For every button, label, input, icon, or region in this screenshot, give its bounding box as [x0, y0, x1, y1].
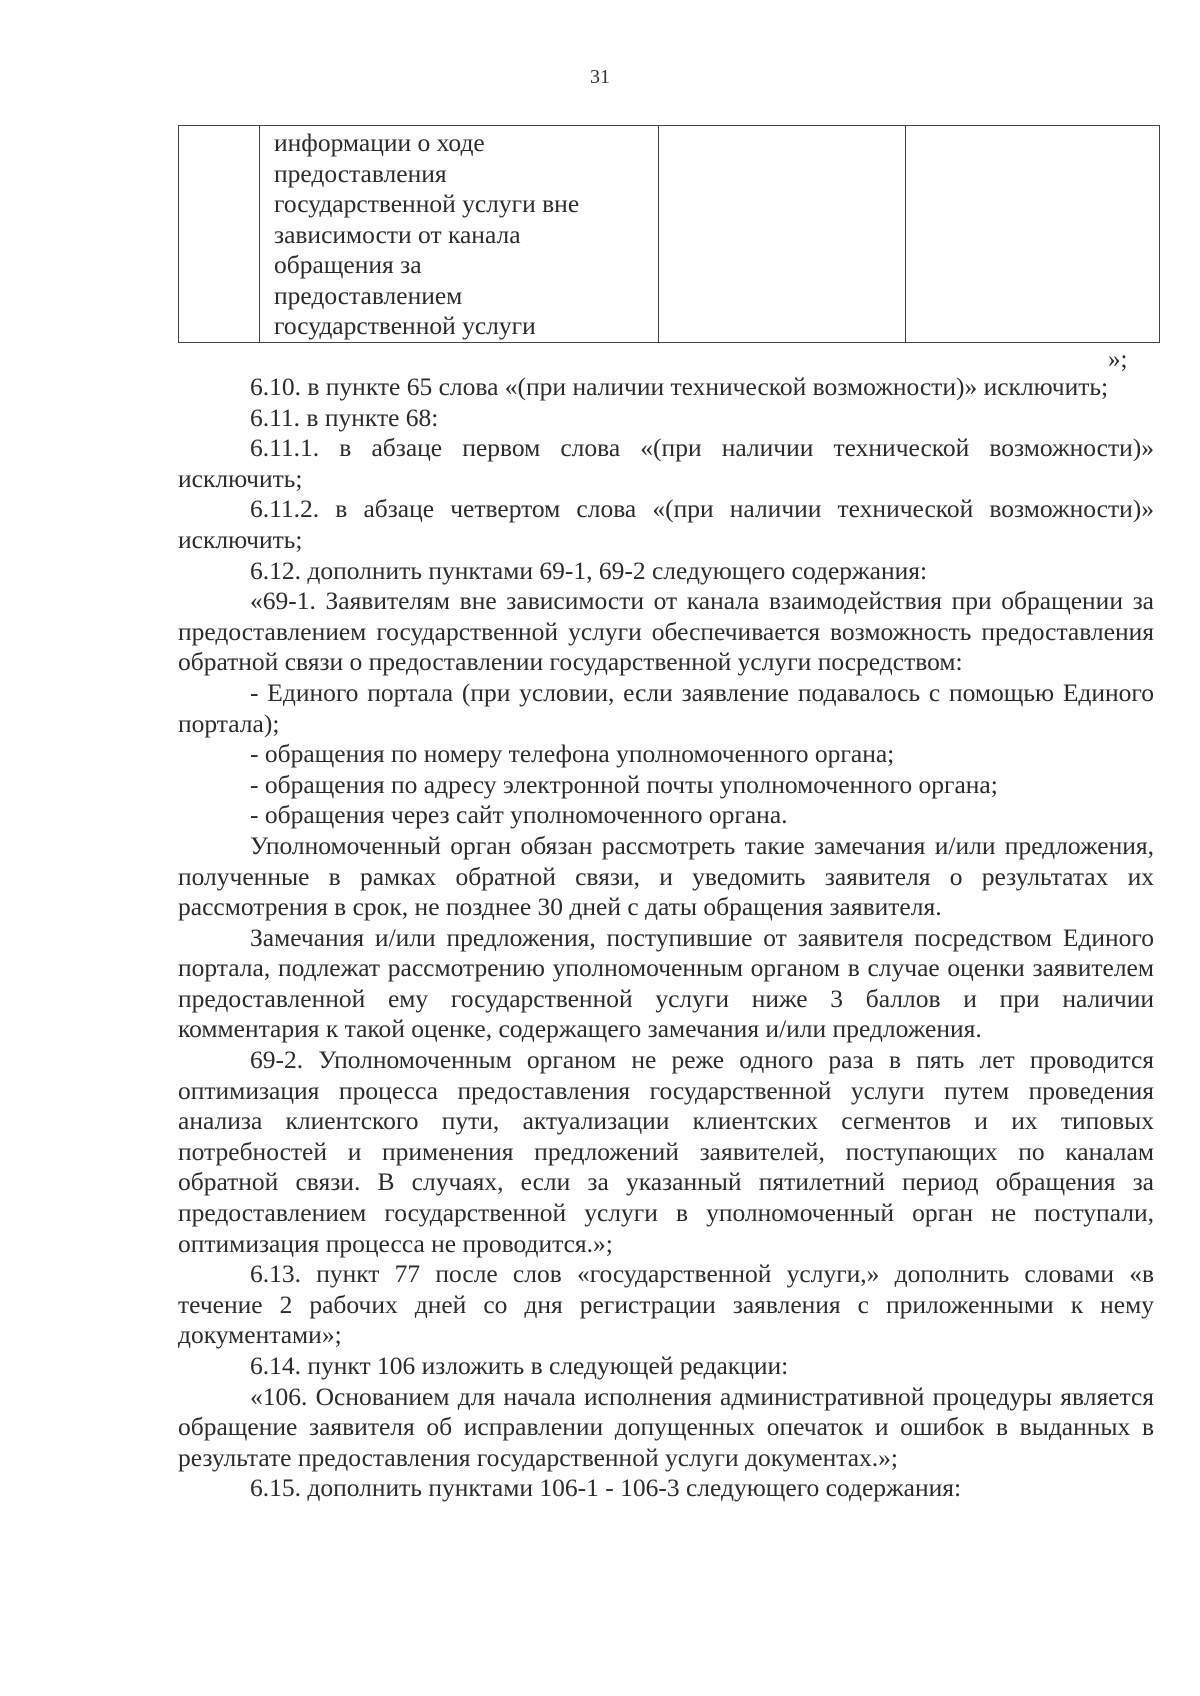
- paragraph-6-10: 6.10. в пункте 65 слова «(при наличии технической возможности)» исключить;: [250, 372, 1109, 401]
- table-cell-description: [260, 126, 659, 343]
- table-cell-line: информации о ходе: [274, 128, 485, 157]
- table-cell-line: зависимости от канала: [274, 219, 521, 249]
- table-fragment: [178, 125, 1160, 343]
- table-row: [179, 126, 1160, 343]
- paragraph-6-15: 6.15. дополнить пунктами 106-1 - 106-3 следующего содержания:: [250, 1473, 962, 1503]
- table-cell-empty: [659, 126, 906, 343]
- table-cell-text: [260, 126, 658, 342]
- table-cell-line: предоставлением: [274, 280, 463, 310]
- paragraph-6-13: 6.13. пункт 77 после слов «государственной услуги,» дополнить словами «в течение 2 рабочих дней со дня регистрации заявления с приложенными к нему документами»;: [178, 1259, 1154, 1350]
- table-cell-line: государственной услуги: [274, 311, 536, 340]
- paragraph-6-11: 6.11. в пункте 68:: [250, 402, 439, 432]
- table-cell-line: государственной услуги вне: [274, 189, 580, 218]
- list-item-portal: - Единого портала (при условии, если заявление подавалось с помощью Единого портала);: [178, 677, 1154, 738]
- paragraph-69-1: «69-1. Заявителям вне зависимости от канала взаимодействия при обращении за предоставлением государственной услуги обеспечивается возможность предоставления обратной связи о предоставлении государственной услуги посредством:: [178, 586, 1154, 677]
- page-number: 31: [590, 66, 610, 88]
- paragraph-6-11-2: 6.11.2. в абзаце четвертом слова «(при наличии технической возможности)» исключить;: [178, 494, 1154, 554]
- table-cell-line: предоставления: [274, 158, 447, 188]
- table-cell-empty: [906, 126, 1160, 343]
- closing-quote: »;: [1108, 346, 1128, 373]
- document-body: [178, 372, 1154, 1504]
- paragraph-106: «106. Основанием для начала исполнения административной процедуры является обращение заявителя об исправлении допущенных опечаток и ошибок в выданных в результате предоставления государственной услуги документах.»;: [178, 1381, 1154, 1472]
- list-item-email: - обращения по адресу электронной почты уполномоченного органа;: [250, 769, 998, 799]
- paragraph-69-2: 69-2. Уполномоченным органом не реже одного раза в пять лет проводится оптимизация процесса предоставления государственной услуги путем проведения анализа клиентского пути, актуализации клиентских сегментов и их типовых потребностей и применения предложений заявителей, поступающих по каналам обратной связи. В случаях, если за указанный пятилетний период обращения за предоставлением государственной услуги в уполномоченный орган не поступали, оптимизация процесса не проводится.»;: [178, 1045, 1154, 1258]
- list-item-phone: - обращения по номеру телефона уполномоченного органа;: [250, 739, 895, 769]
- table-cell-number: [179, 126, 260, 343]
- paragraph-6-11-1: 6.11.1. в абзаце первом слова «(при наличии технической возможности)» исключить;: [178, 433, 1154, 493]
- paragraph-6-12: 6.12. дополнить пунктами 69-1, 69-2 следующего содержания:: [250, 555, 928, 585]
- paragraph-portal-remarks: Замечания и/или предложения, поступившие от заявителя посредством Единого портала, подлежат рассмотрению уполномоченным органом в случае оценки заявителем предоставленной ему государственной услуги ниже 3 баллов и при наличии комментария к такой оценке, содержащего замечания и/или предложения.: [178, 922, 1154, 1044]
- table-cell-line: обращения за: [274, 250, 422, 279]
- paragraph-6-14: 6.14. пункт 106 изложить в следующей редакции:: [250, 1351, 789, 1380]
- list-item-site: - обращения через сайт уполномоченного органа.: [250, 800, 788, 830]
- paragraph-review-obligation: Уполномоченный орган обязан рассмотреть такие замечания и/или предложения, полученные в рамках обратной связи, и уведомить заявителя о результатах их рассмотрения в срок, не позднее 30 дней с даты обращения заявителя.: [178, 830, 1154, 922]
